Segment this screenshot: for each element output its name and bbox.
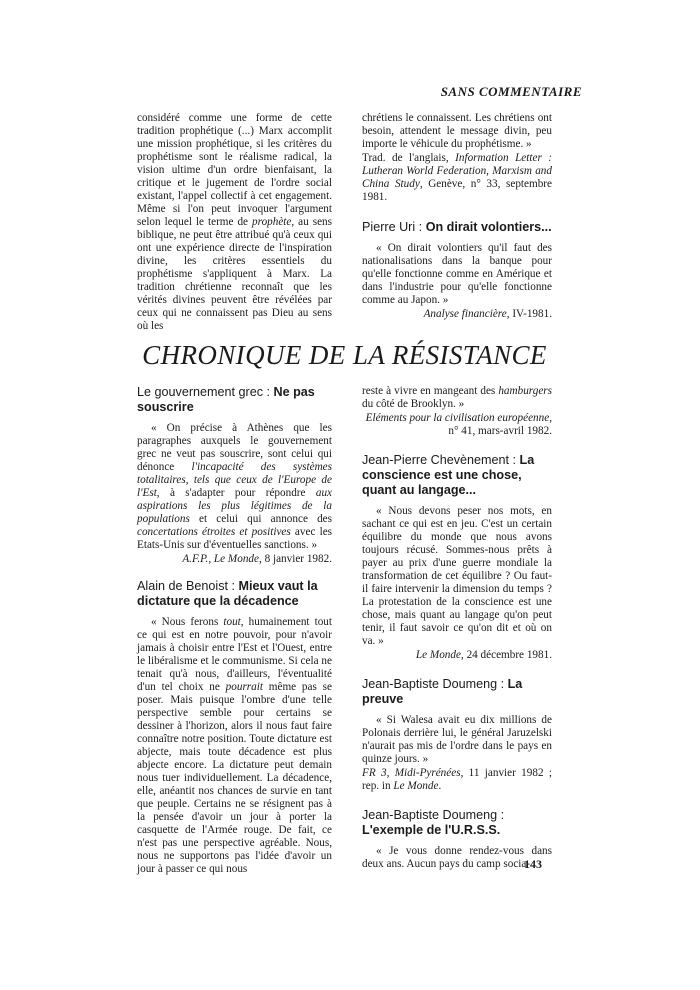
bottom-column-left [137,385,332,876]
section-title: CHRONIQUE DE LA RÉSISTANCE [142,340,547,370]
article-heading: Jean-Pierre Chevènement : La conscience est une chose, quant au langage... [362,453,535,497]
source-citation: Eléments pour la civilisation européenne, n° 41, mars-avril 1982. [365,412,552,437]
body-paragraph: chrétiens le connaissent. Les chrétiens ont besoin, attendent le message divin, peu importe le véhicule du prophétisme. » [362,112,552,150]
article-quote: « Si Walesa avait eu dix millions de Polonais derrière lui, le général Jaruzelski n'aurait pas mis de l'ordre dans le pays en quinze jours. » [362,714,552,765]
article-heading: Jean-Baptiste Doumeng : L'exemple de l'U.R.S.S. [362,808,505,837]
source-citation: A.F.P., Le Monde, 8 janvier 1982. [182,553,332,565]
top-column-left [137,112,332,333]
article-heading: Alain de Benoist : Mieux vaut la dictature que la décadence [137,579,318,608]
bottom-column-right [362,385,552,871]
article-heading: Pierre Uri : On dirait volontiers... [362,220,552,234]
article-heading: Jean-Baptiste Doumeng : La preuve [362,677,523,706]
source-citation: FR 3, Midi-Pyrénées, 11 janvier 1982 ; rep. in Le Monde. [362,767,552,792]
top-column-right [362,112,552,321]
article-heading: Le gouvernement grec : Ne pas souscrire [137,385,315,414]
body-paragraph: reste à vivre en mangeant des hamburgers du côté de Brooklyn. » [362,385,552,410]
source-citation: Le Monde, 24 décembre 1981. [415,649,552,661]
source-citation: Trad. de l'anglais, Information Letter : Lutheran World Federation, Marxism and China Study, Genève, n° 33, septembre 1981. [362,152,552,203]
article-quote: « Je vous donne rendez-vous dans deux ans. Aucun pays du camp socia- [362,845,552,870]
article-quote: « On précise à Athènes que les paragraphes auxquels le gouvernement grec ne veut pas souscrire, sont celui qui dénonce l'incapacité des systèmes totalitaires, tels que ceux de l'Europe de l'Est, à s'adapter pour répondre aux aspirations les plus légitimes de la populations et celui qui annonce des concertations étroites et positives avec les Etats-Unis sur d'éventuelles sanctions. » [137,422,333,551]
running-head: SANS COMMENTAIRE [440,84,582,99]
article-quote: « Nous devons peser nos mots, en sachant ce qui est en jeu. C'est un certain équilibre du monde que nous avons toujours récusé. Sommes-nous prêts à payer au prix d'une guerre mondiale la transformation de cet équilibre ? Ou faut-il faire intervenir la dimension du temps ? La protestation de la conscience est une chose, mais quant au langage qu'on peut tenir, il faut savoir ce qu'on dit et où on va. » [362,505,552,647]
source-citation: Analyse financière, IV-1981. [423,308,552,320]
body-paragraph: considéré comme une forme de cette tradition prophétique (...) Marx accomplit une mission prophétique, si les critères du prophétisme sont le réalisme radical, la vision ultime d'un ordre bienfaisant, la critique et le jugement de l'ordre social existant, l'appel collectif à cet engagement. Même si l'on peut invoquer l'argument selon lequel le terme de prophète, au sens biblique, ne peut être attribué qu'à ceux qui ont une expérience directe de l'inspiration divine, les critères essentiels du prophétisme s'appliquent à Marx. La tradition chrétienne reconnaît que les vérités divines peuvent être révélées par ceux qui ne connaissent pas Dieu au sens où les [137,112,333,332]
page-number: 143 [524,857,542,871]
article-quote: « Nous ferons tout, humainement tout ce qui est en notre pouvoir, pour n'avoir jamais à choisir entre l'Est et l'Ouest, entre le libéralisme et le communisme. Si cela ne tenait qu'à nous, d'ailleurs, l'éventualité d'un tel choix ne pourrait même pas se poser. Mais puisque l'ombre d'une telle perspective semble pour certains se dessiner à l'horizon, alors il nous faut faire connaître notre position. Toute dictature est abjecte, mais toute décadence est plus abjecte encore. La dictature peut demain nous tuer individuellement. La décadence, elle, anéantit nos chances de survie en tant que peuple. Certains ne se résignent pas à la pensée d'avoir un jour à porter la casquette de l'Armée rouge. De fait, ce n'est pas une perspective agréable. Nous, nous ne supportons pas l'idée d'avoir un jour à passer ce qui nous [137,616,332,875]
article-quote: « On dirait volontiers qu'il faut des nationalisations dans la banque pour qu'elle fonctionne comme en Amérique et dans l'industrie pour qu'elle fonctionne comme au Japon. » [362,242,552,306]
